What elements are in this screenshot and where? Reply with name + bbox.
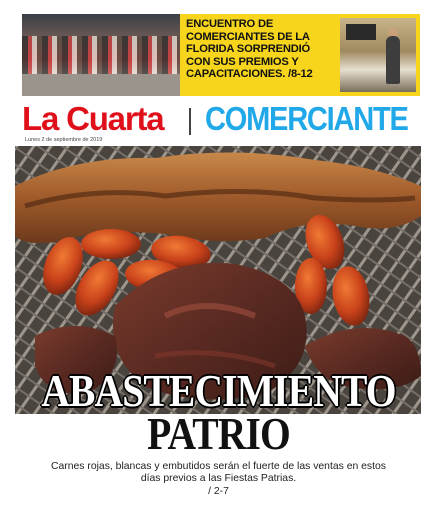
banner-headline[interactable]: ENCUENTRO DE COMERCIANTES DE LA FLORIDA SORPRENDIÓ CON SUS PREMIOS Y CAPACITACIONES. /8-12 — [186, 18, 313, 81]
floor-shape — [22, 74, 180, 96]
logo-la-cuarta[interactable]: La Cuarta — [22, 100, 164, 137]
cover-headline-line1[interactable]: ABASTECIMIENTO — [41, 365, 396, 416]
cover-lead: Carnes rojas, blancas y embutidos serán el fuerte de las ventas en estos días previos a las Fiestas Patrias. — [51, 461, 386, 485]
sign-shape — [346, 24, 376, 40]
banner-photo-crowd — [22, 14, 180, 96]
banner-photo-speaker — [340, 18, 416, 92]
logo-divider — [189, 108, 191, 135]
top-banner[interactable] — [22, 14, 420, 96]
issue-date: Lunes 2 de septiembre de 2019 — [25, 137, 103, 143]
crowd-shape — [22, 36, 180, 74]
sausage-shape — [81, 229, 141, 259]
logo-comerciante[interactable]: COMERCIANTE — [205, 100, 408, 137]
cover-page-ref[interactable]: / 2-7 — [208, 486, 229, 497]
person-body-shape — [386, 36, 400, 84]
cover-headline-line2[interactable]: PATRIO — [147, 408, 290, 459]
